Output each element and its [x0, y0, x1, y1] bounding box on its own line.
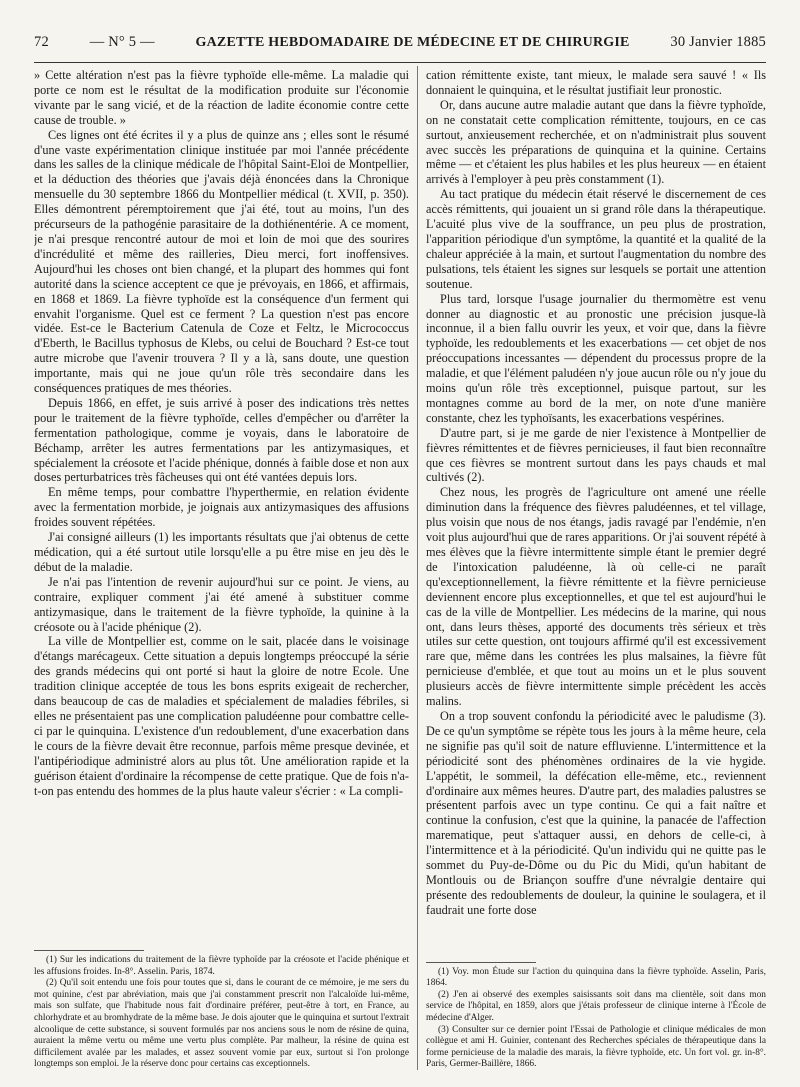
footnote: (1) Sur les indications du traitement de la fièvre typhoïde par la créosote et l'acide phénique et les affusions froides. In-8°. Asselin. Paris, 1874.: [34, 955, 409, 977]
footnote: (2) J'en ai observé des exemples saisissants soit dans ma clientèle, soit dans mon service de l'hôpital, en 1859, alors que j'étais professeur de clinique interne à l'École de médecine d'Alger.: [426, 989, 766, 1024]
footnote-rule: [426, 962, 536, 963]
right-body: [426, 68, 766, 918]
column-divider: [417, 66, 418, 1070]
header-rule: [34, 62, 766, 63]
left-footnotes: [34, 946, 409, 1071]
paragraph: J'ai consigné ailleurs (1) les importants résultats que j'ai obtenus de cette médication, qui a été surtout utile lorsqu'elle a pu être mise en jeu dès le début de la maladie.: [34, 530, 409, 574]
left-column: [34, 68, 409, 1071]
issue-number: — N° 5 —: [89, 34, 155, 50]
paragraph: Plus tard, lorsque l'usage journalier du thermomètre est venu donner au diagnostic et au pronostic une précision jusque-là inconnue, il a bien fallu ouvrir les yeux, et voir que, dans la fièvre typhoïde, les redoublements et les exacerbations — cet objet de nos préoccupations incessantes — dépendent du processus propre de la maladie, et que l'élément paludéen n'y joue aucun rôle ou n'y joue du moins qu'un rôle très exceptionnel, puisque partout, sur les montagnes comme au bord de la mer, on note d'une manière constante, chez les typhoïsants, les exacerbations vespérines.: [426, 291, 766, 425]
running-header: [34, 34, 766, 60]
paragraph: La ville de Montpellier est, comme on le sait, placée dans le voisinage d'étangs marécageux. Cette situation a depuis longtemps préoccupé la série des grands médecins qui ont porté si haut la gloire de notre Ecole. Une tradition clinique acceptée de tous les bons esprits exigeait de rechercher, dans beaucoup de cas de maladies et spécialement de maladies fébriles, si elles ne présentaient pas une complication paludéenne pour combattre celle-ci par le quinquina. L'existence d'un redoublement, d'une exacerbation dans le cours de la fièvre devait être reconnue, parfois même presque devinée, et l'antipériodique administré alors au plus tôt. Une amélioration rapide et la guérison étaient d'ordinaire la récompense de cette pratique. Que de fois n'a-t-on pas entendu des hommes de la plus haute valeur s'écrier : « La compli-: [34, 634, 409, 798]
right-footnotes: [426, 958, 766, 1071]
paragraph: D'autre part, si je me garde de nier l'existence à Montpellier de fièvres rémittentes et de fièvres pernicieuses, il faut bien reconnaître que ces fièvres se montrent surtout dans les pays chauds et mal cultivés (2).: [426, 425, 766, 485]
paragraph: cation rémittente existe, tant mieux, le malade sera sauvé ! « Ils donnaient le quinquina, et le résultat justifiait leur pronostic.: [426, 68, 766, 97]
footnote: (1) Voy. mon Étude sur l'action du quinquina dans la fièvre typhoïde. Asselin, Paris, 1864.: [426, 966, 766, 989]
paragraph: Ces lignes ont été écrites il y a plus de quinze ans ; elles sont le résumé d'une vaste expérimentation clinique instituée par moi l'année précédente dans les salles de la clinique médicale de l'hôpital Saint-Eloi de Montpellier, et la déduction des théories que j'avais déjà énoncées dans la Chronique mensuelle du 30 septembre 1866 du Montpellier médical (t. XVII, p. 350). Elles démontrent péremptoirement que j'ai été, tout au moins, l'un des précurseurs de la pathogénie parasitaire de la dothiénentérie. A ce moment, je n'ai presque rencontré autour de moi et loin de moi que des sourires d'incrédulité et même des railleries, Dieu merci, fort inoffensives. Aujourd'hui les choses ont bien changé, et la plupart des hommes qui font autorité dans la science acceptent ce que je prévoyais, en 1866, et affirmais, en 1868 et 1869. La fièvre typhoïde est la conséquence d'un ferment qui envahit l'organisme. Quel est ce ferment ? La question n'est pas encore vidée. Est-ce le Bacterium Catenula de Coze et Feltz, le Micrococcus d'Eberth, le Bacillus typhosus de Klebs, ou celui de Bouchard ? Est-ce tout autre microbe que l'avenir trouvera ? Il y a là, sans doute, une question importante, mais qui ne joue qu'un rôle très secondaire dans les conséquences pratiques de mes théories.: [34, 127, 409, 396]
footnote: (3) Consulter sur ce dernier point l'Essai de Pathologie et clinique médicales de mon collègue et ami H. Guinier, contenant des Recherches spéciales de thérapeutique dans la forme pernicieuse de la maladie des marais, la fièvre typhoïde, etc. Un fort vol. gr. in-8°. Paris, Germer-Baillère, 1866.: [426, 1024, 766, 1070]
paragraph: Chez nous, les progrès de l'agriculture ont amené une réelle diminution dans la fréquence des fièvres paludéennes, et tel village, plus voisin que nous de nos étangs, jadis ravagé par l'endémie, n'en voit plus aujourd'hui que de rares apparitions. Or j'ai souvent répété à mes élèves que la fièvre intermittente simple étant le premier degré de l'intoxication paludéenne, là où celle-ci ne paraît qu'exceptionnellement, la fièvre rémittente et la fièvre pernicieuse deviennent encore plus exceptionnelles, et que tel est aujourd'hui le cas de la ville de Montpellier. Les médecins de la marine, qui nous ont, dans leurs thèses, apporté des documents très sérieux et très utiles sur cette question, ont toujours affirmé qu'il est excessivement rare que, même dans les contrées les plus malsaines, la fièvre fût pernicieuse d'emblée, et que tout au moins un et le plus souvent plusieurs accès de fièvre intermittente simple précèdent les accès malins.: [426, 485, 766, 709]
footnote: (2) Qu'il soit entendu une fois pour toutes que si, dans le courant de ce mémoire, je me sers du mot quinine, c'est par abréviation, mais que j'ai constamment prescrit non l'alcaloïde lui-même, mais son sulfate, que l'habitude nous fait d'ordinaire préférer, peut-être à tort, en France, au chlorhydrate et au bromhydrate de la même base. Je dois ajouter que le quinquina et surtout l'extrait alcoolique de cette substance, si souvent formulés par nos anciens sous le nom de résine de quina, auraient la même vertu ou même une vertu plus complète. Par malheur, la résine de quina est difficilement avalée par les malades, et assez souvent vomie par eux, surtout si l'on prolonge longtemps son emploi. Je la réserve donc pour certains cas exceptionnels.: [34, 978, 409, 1070]
paragraph: » Cette altération n'est pas la fièvre typhoïde elle-même. La maladie qui porte ce nom est le résultat de la modification produite sur l'économie vivante par le sang vicié, et de la réaction de ladite économie contre cette cause de trouble. »: [34, 68, 409, 127]
page-number: 72: [34, 34, 49, 50]
left-body: [34, 68, 409, 798]
issue-date: 30 Janvier 1885: [670, 34, 766, 50]
paragraph: Je n'ai pas l'intention de revenir aujourd'hui sur ce point. Je viens, au contraire, expliquer comment j'ai été amené à substituer comme antizymasique, dans le traitement de la fièvre typhoïde, la quinine à la créosote ou à l'acide phénique (2).: [34, 574, 409, 634]
paragraph: Or, dans aucune autre maladie autant que dans la fièvre typhoïde, on ne constatait cette complication rémittente, toujours, en ce cas surtout, anxieusement recherchée, et on n'administrait plus souvent avec succès les préparations de quinquina et la quinine. Certains même — et c'étaient les plus habiles et les plus heureux — en étaient arrivés à l'employer à peu près constamment (1).: [426, 97, 766, 187]
right-column: [426, 68, 766, 1071]
paragraph: On a trop souvent confondu la périodicité avec le paludisme (3). De ce qu'un symptôme se répète tous les jours à la même heure, cela ne signifie pas qu'il soit de nature effluvienne. L'intermittence et la périodicité sont des phénomènes ordinaires de la vie hygide. L'appétit, le sommeil, la défécation elle-même, etc., reviennent d'ordinaire aux mêmes heures. D'autre part, des maladies palustres se présentent parfois avec un type continu. Ce qui a fait naître et continue la confusion, c'est que la quinine, la panacée de l'affection marematique, peut s'attaquer aussi, en dehors de celle-ci, à l'intermittence et à la périodicité. Qu'un individu qui ne quitte pas le sommet du Puy-de-Dôme ou du Pic du Midi, qu'un habitant de Montlouis ou de Briançon souffre d'une névralgie dentaire qui présente des redoublements de douleur, la quinine le soulagera, et il faudrait une forte dose: [426, 708, 766, 917]
footnote-rule: [34, 950, 144, 951]
paragraph: Depuis 1866, en effet, je suis arrivé à poser des indications très nettes pour le traitement de la fièvre typhoïde, celles d'empêcher ou d'arrêter la fermentation pathologique, comme je voyais, dans le laboratoire de Béchamp, arrêter les autres fermentations par les antizymasiques, et spécialement la créosote et l'acide phénique, donnés à faible dose et non aux doses perturbatrices très fâcheuses qui ont été vantées depuis lors.: [34, 395, 409, 485]
journal-title: GAZETTE HEBDOMADAIRE DE MÉDECINE ET DE CHIRURGIE: [195, 35, 630, 50]
paragraph: En même temps, pour combattre l'hyperthermie, en relation évidente avec la fermentation morbide, je joignais aux antizymasiques des affusions froides souvent répétées.: [34, 485, 409, 530]
paragraph: Au tact pratique du médecin était réservé le discernement de ces accès rémittents, qui jouaient un si grand rôle dans la thérapeutique. L'acuité plus vive de la souffrance, un peu plus de prostration, l'apparition périodique d'un symptôme, la quantité et la qualité de la chaleur appréciée à la main, et surtout l'augmentation du nombre des pulsations, tels étaient les signes sur lesquels se portait une attention soutenue.: [426, 187, 766, 291]
